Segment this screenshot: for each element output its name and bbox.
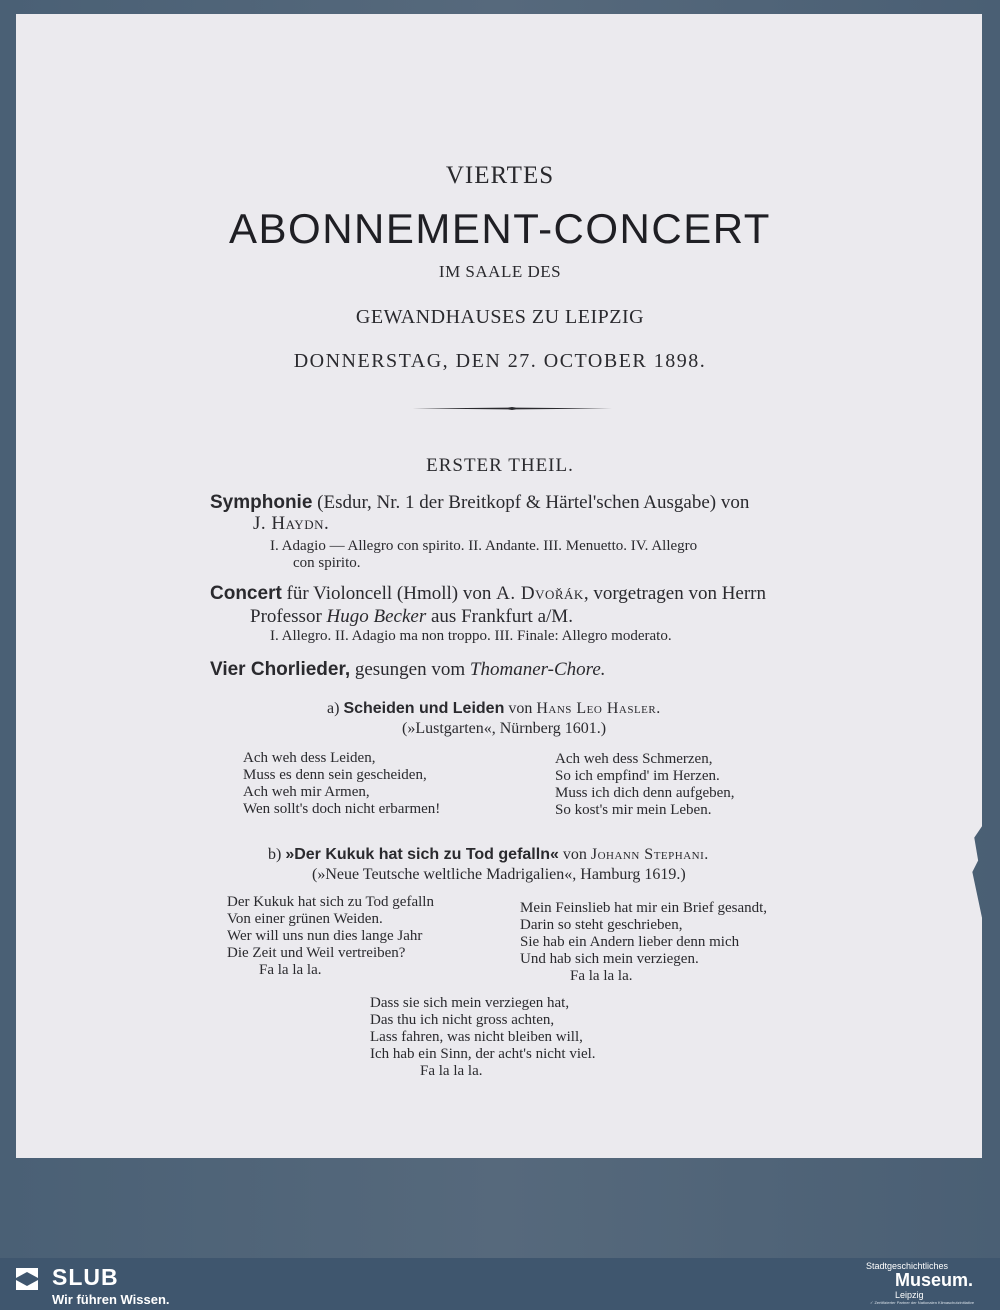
verse-line: Die Zeit und Weil vertreiben? (227, 945, 406, 961)
song-a-verse-left (243, 750, 440, 818)
item-symphonie-composer: J. Haydn. (253, 513, 330, 534)
verse-line: Das thu ich nicht gross achten, (370, 1012, 555, 1028)
item-chorlieder (210, 659, 606, 681)
song-b-source: (»Neue Teutsche weltliche Madrigalien«, Hamburg 1619.) (312, 866, 686, 883)
soloist-name: Hugo Becker (326, 606, 427, 627)
verse-line: Ach weh dess Leiden, (243, 750, 376, 766)
song-b-title: »Der Kukuk hat sich zu Tod gefalln« (285, 846, 559, 863)
item-chorlieder-head: Vier Chorlieder, (210, 659, 351, 680)
choir-name: Thomaner-Chore. (469, 659, 606, 680)
concert-title: ABONNEMENT-CONCERT (229, 205, 771, 252)
item-concert-soloist-line (250, 606, 573, 628)
verse-line: Ich hab ein Sinn, der acht's nicht viel. (370, 1046, 596, 1062)
museum-label: Stadtgeschichtliches (866, 1261, 949, 1271)
item-concert-detail: für Violoncell (Hmoll) von (281, 583, 497, 604)
refrain-line: Fa la la la. (570, 968, 633, 984)
heading-venue: GEWANDHAUSES ZU LEIPZIG (355, 306, 645, 328)
item-symphonie-head: Symphonie (210, 492, 313, 513)
item-symphonie-detail: (Esdur, Nr. 1 der Breitkopf & Härtel'schen Ausgabe) von (312, 492, 750, 513)
verse-line: So ich empfind' im Herzen. (555, 768, 720, 784)
museum-certificate: ✓ Zertifizierter Partner der Nationalen Klimaschutzinitiative (870, 1300, 975, 1305)
refrain-line: Fa la la la. (420, 1063, 483, 1079)
heading-viertes: VIERTES (445, 162, 555, 189)
song-a-label: a) (327, 700, 344, 717)
song-a-composer: Hans Leo Hasler. (536, 700, 661, 717)
museum-name: Museum. (895, 1270, 974, 1290)
song-b-heading (268, 846, 709, 864)
verse-line: Ach weh dess Schmerzen, (555, 751, 713, 767)
soloist-prefix: Professor (250, 606, 327, 627)
verse-line: So kost's mir mein Leben. (555, 802, 712, 818)
song-b-verse-right (520, 900, 767, 985)
verse-line: Lass fahren, was nicht bleiben will, (370, 1029, 583, 1045)
item-concert-composer: A. Dvořák (496, 583, 584, 604)
verse-line: Muss es denn sein gescheiden, (243, 767, 427, 783)
item-symphonie-movements: I. Adagio — Allegro con spirito. II. Andante. III. Menuetto. IV. Allegro (270, 538, 698, 554)
song-a-source: (»Lustgarten«, Nürnberg 1601.) (402, 720, 607, 737)
song-b-von: von (558, 846, 591, 863)
song-a-heading (327, 700, 661, 718)
museum-city: Leipzig (895, 1290, 924, 1300)
section-heading: ERSTER THEIL. (426, 455, 574, 476)
verse-line: Wer will uns nun dies lange Jahr (227, 928, 423, 944)
verse-line: Der Kukuk hat sich zu Tod gefalln (227, 894, 434, 910)
refrain-line: Fa la la la. (259, 962, 322, 978)
item-chorlieder-detail: gesungen vom (350, 659, 470, 680)
item-concert-movements: I. Allegro. II. Adagio ma non troppo. III. Finale: Allegro moderato. (270, 628, 672, 644)
slub-logo-icon (14, 1266, 40, 1292)
item-concert (210, 583, 766, 605)
song-a-title: Scheiden und Leiden (343, 700, 505, 717)
item-concert-detail2: , vorgetragen von Herrn (583, 583, 767, 604)
ornamental-divider (412, 407, 612, 410)
concert-date: DONNERSTAG, DEN 27. OCTOBER 1898. (293, 350, 707, 372)
slub-tagline: Wir führen Wissen. (52, 1292, 170, 1307)
heading-saale: IM SAALE DES (438, 262, 562, 281)
song-a-von: von (504, 700, 537, 717)
verse-line: Wen sollt's doch nicht erbarmen! (243, 801, 441, 817)
verse-line: Und hab sich mein verziegen. (520, 951, 699, 967)
verse-line: Mein Feinslieb hat mir ein Brief gesandt, (520, 900, 768, 916)
item-symphonie-movements-cont: con spirito. (293, 555, 361, 571)
song-b-label: b) (268, 846, 286, 863)
verse-line: Muss ich dich denn aufgeben, (555, 785, 735, 801)
verse-line: Von einer grünen Weiden. (227, 911, 383, 927)
item-symphonie (210, 492, 749, 514)
song-a-verse-right (555, 751, 735, 819)
soloist-suffix: aus Frankfurt a/M. (426, 606, 573, 627)
verse-line: Dass sie sich mein verziegen hat, (370, 995, 570, 1011)
song-b-final-verse (370, 995, 596, 1080)
song-b-verse-left (227, 894, 434, 979)
verse-line: Darin so steht geschrieben, (520, 917, 683, 933)
verse-line: Sie hab ein Andern lieber denn mich (520, 934, 740, 950)
song-b-composer: Johann Stephani. (590, 846, 709, 863)
verse-line: Ach weh mir Armen, (243, 784, 370, 800)
item-concert-head: Concert (210, 583, 282, 604)
slub-name: SLUB (52, 1264, 119, 1290)
